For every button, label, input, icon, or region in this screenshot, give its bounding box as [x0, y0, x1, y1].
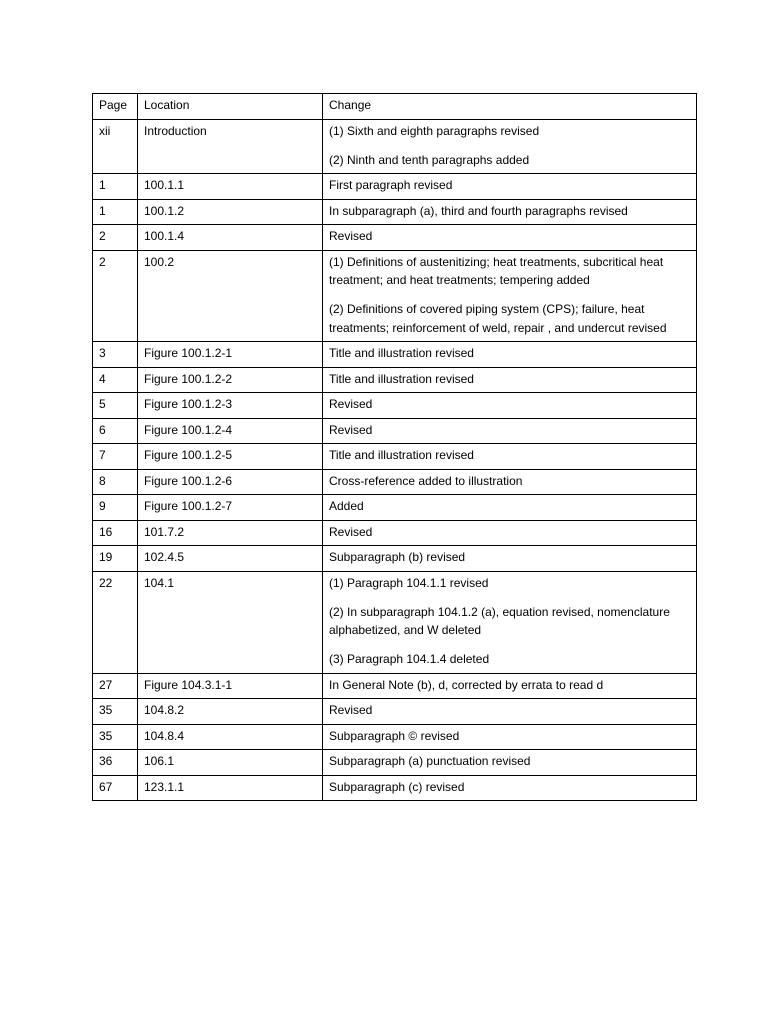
cell-location: Figure 104.3.1-1: [138, 673, 323, 699]
change-paragraph: (3) Paragraph 104.1.4 deleted: [329, 652, 490, 666]
table-row: [93, 367, 697, 393]
table-row: [93, 342, 697, 368]
change-paragraph: (1) Definitions of austenitizing; heat treatments, subcritical heat treatment; and heat treatments; tempering added: [329, 254, 664, 287]
cell-location: Figure 100.1.2-1: [138, 342, 323, 368]
change-paragraph: Added: [329, 499, 364, 513]
table-row: [93, 673, 697, 699]
cell-page: 1: [93, 174, 138, 200]
table-row: [93, 444, 697, 470]
change-paragraph: First paragraph revised: [329, 178, 453, 192]
table-row: [93, 418, 697, 444]
change-paragraph: In General Note (b), d, corrected by errata to read d: [329, 677, 604, 692]
cell-change: [323, 367, 697, 393]
table-row: [93, 495, 697, 521]
cell-location: Figure 100.1.2-2: [138, 367, 323, 393]
cell-location: 101.7.2: [138, 520, 323, 546]
change-paragraph: Revised: [329, 524, 373, 539]
cell-location: Figure 100.1.2-3: [138, 393, 323, 419]
cell-change: [323, 225, 697, 251]
table-row: [93, 250, 697, 342]
change-paragraph: Revised: [329, 703, 373, 717]
cell-page: 22: [93, 571, 138, 673]
cell-location: 123.1.1: [138, 775, 323, 801]
table-row: [93, 199, 697, 225]
cell-change: [323, 571, 697, 673]
change-paragraph: Title and illustration revised: [329, 371, 474, 386]
table-row: [93, 571, 697, 673]
cell-change: [323, 546, 697, 572]
cell-page: 3: [93, 342, 138, 368]
table-row: [93, 119, 697, 174]
cell-location: Figure 100.1.2-6: [138, 469, 323, 495]
table-row: [93, 546, 697, 572]
change-paragraph: Title and illustration revised: [329, 346, 474, 360]
change-paragraph: Subparagraph (b) revised: [329, 550, 466, 564]
cell-page: 9: [93, 495, 138, 521]
cell-page: 6: [93, 418, 138, 444]
change-paragraph: In subparagraph (a), third and fourth paragraphs revised: [329, 203, 628, 218]
cell-location: 102.4.5: [138, 546, 323, 572]
cell-page: 16: [93, 520, 138, 546]
cell-location: 106.1: [138, 750, 323, 776]
cell-location: 104.8.4: [138, 724, 323, 750]
header-page: Page: [93, 94, 138, 120]
table-row: [93, 520, 697, 546]
change-paragraph: (2) Definitions of covered piping system (CPS); failure, heat treatments; reinforcement of weld, repair , and undercut revised: [329, 302, 667, 335]
header-location: Location: [138, 94, 323, 120]
cell-location: Figure 100.1.2-5: [138, 444, 323, 470]
cell-change: [323, 469, 697, 495]
change-paragraph: Subparagraph © revised: [329, 728, 460, 743]
cell-change: [323, 699, 697, 725]
cell-change: [323, 174, 697, 200]
summary-of-changes-table: [92, 93, 697, 801]
change-paragraph: (1) Sixth and eighth paragraphs revised: [329, 123, 540, 138]
table-row: [93, 724, 697, 750]
cell-page: 19: [93, 546, 138, 572]
cell-page: 8: [93, 469, 138, 495]
cell-page: 5: [93, 393, 138, 419]
cell-location: 104.1: [138, 571, 323, 673]
cell-location: 100.1.4: [138, 225, 323, 251]
table-body: [93, 119, 697, 801]
cell-location: Figure 100.1.2-4: [138, 418, 323, 444]
change-paragraph: Title and illustration revised: [329, 448, 474, 462]
cell-page: 7: [93, 444, 138, 470]
cell-change: [323, 342, 697, 368]
cell-page: 35: [93, 724, 138, 750]
cell-change: [323, 199, 697, 225]
cell-change: [323, 775, 697, 801]
cell-change: [323, 393, 697, 419]
cell-change: [323, 724, 697, 750]
table-row: [93, 393, 697, 419]
cell-location: 100.1.2: [138, 199, 323, 225]
cell-page: 35: [93, 699, 138, 725]
cell-location: Introduction: [138, 119, 323, 174]
cell-page: 1: [93, 199, 138, 225]
table-row: [93, 775, 697, 801]
change-paragraph: (1) Paragraph 104.1.1 revised: [329, 575, 489, 590]
change-paragraph: (2) Ninth and tenth paragraphs added: [329, 152, 530, 167]
change-paragraph: Revised: [329, 422, 373, 437]
cell-location: 100.2: [138, 250, 323, 342]
table-row: [93, 174, 697, 200]
cell-change: [323, 250, 697, 342]
cell-page: xii: [93, 119, 138, 174]
cell-change: [323, 673, 697, 699]
table-header-row: [93, 94, 697, 120]
cell-page: 4: [93, 367, 138, 393]
change-paragraph: Cross-reference added to illustration: [329, 473, 523, 488]
table-row: [93, 469, 697, 495]
cell-change: [323, 119, 697, 174]
change-paragraph: Subparagraph (c) revised: [329, 779, 465, 794]
cell-page: 67: [93, 775, 138, 801]
cell-location: 100.1.1: [138, 174, 323, 200]
cell-location: Figure 100.1.2-7: [138, 495, 323, 521]
change-paragraph: Revised: [329, 397, 373, 411]
table-row: [93, 225, 697, 251]
change-paragraph: (2) In subparagraph 104.1.2 (a), equation revised, nomenclature alphabetized, and W deleted: [329, 604, 670, 637]
cell-page: 2: [93, 250, 138, 342]
cell-change: [323, 418, 697, 444]
table-row: [93, 699, 697, 725]
cell-page: 27: [93, 673, 138, 699]
table-row: [93, 750, 697, 776]
cell-location: 104.8.2: [138, 699, 323, 725]
header-change: Change: [323, 94, 697, 120]
cell-change: [323, 444, 697, 470]
cell-change: [323, 520, 697, 546]
change-paragraph: Revised: [329, 229, 373, 243]
cell-change: [323, 495, 697, 521]
cell-change: [323, 750, 697, 776]
cell-page: 2: [93, 225, 138, 251]
change-paragraph: Subparagraph (a) punctuation revised: [329, 754, 531, 768]
cell-page: 36: [93, 750, 138, 776]
